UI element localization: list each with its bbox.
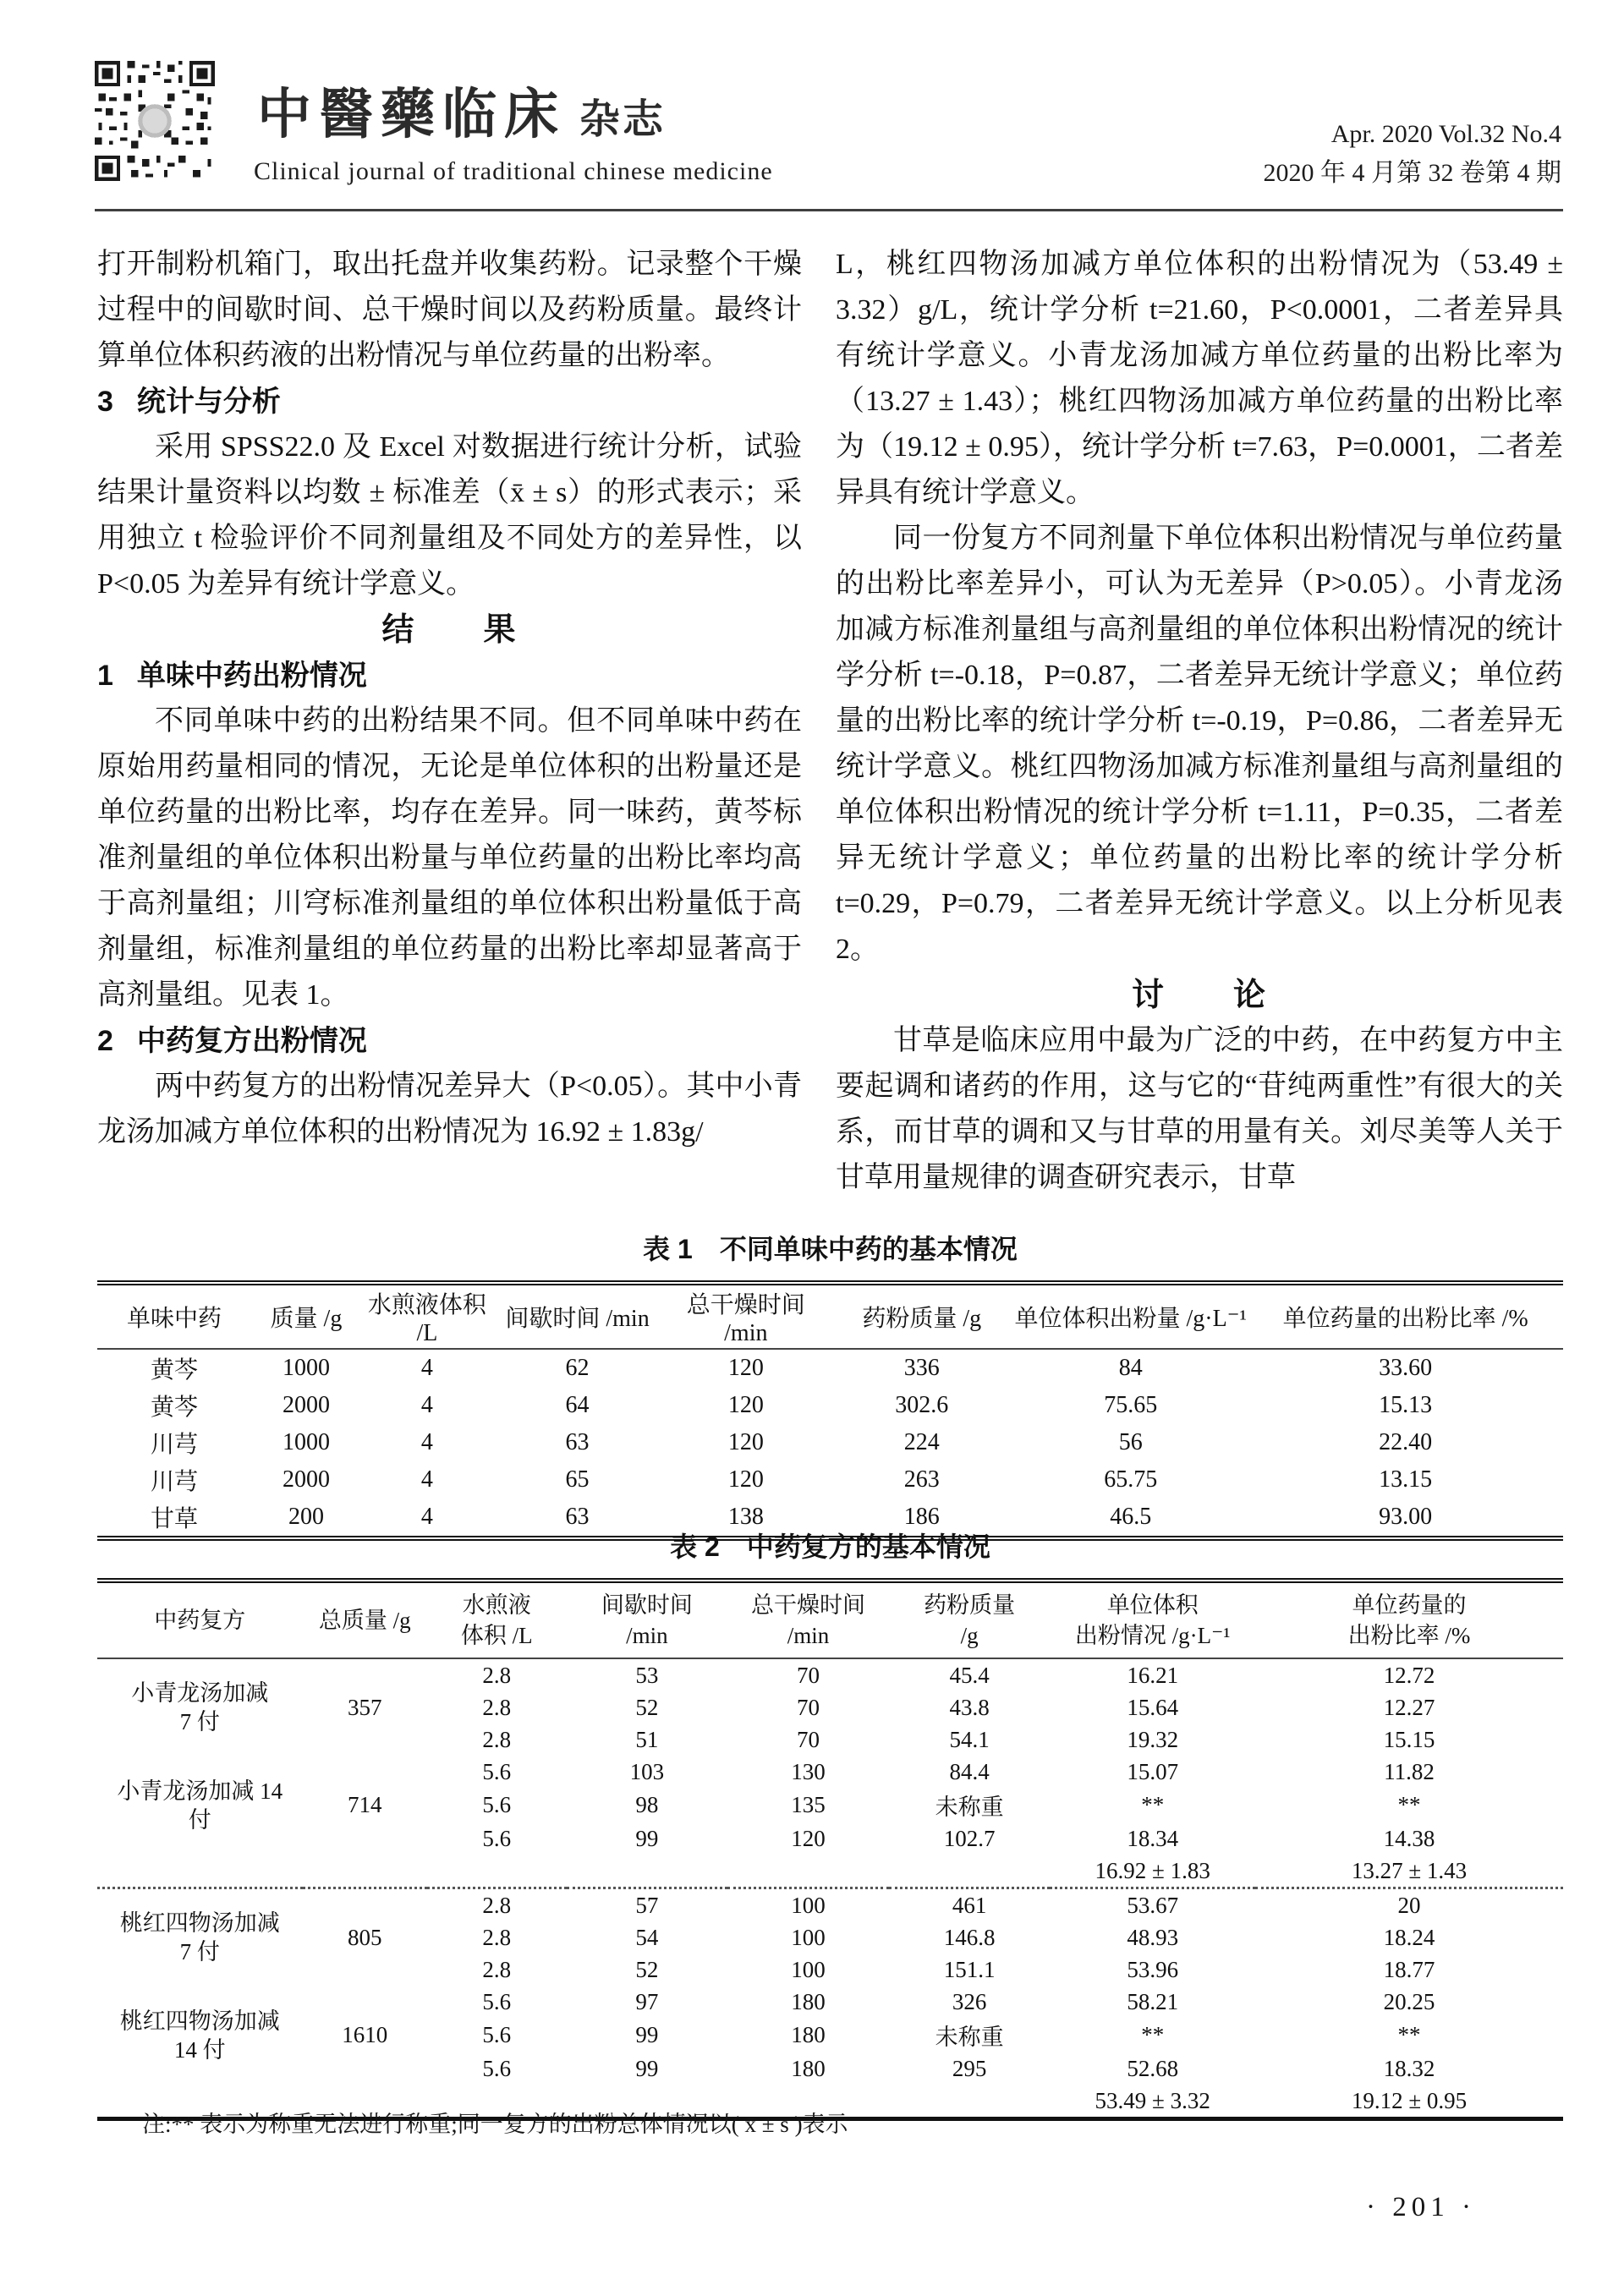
table1-title: 表 1 不同单味中药的基本情况 (643, 1234, 1018, 1264)
section-heading-single-herb (97, 653, 802, 699)
cell: 18.77 (1383, 1956, 1435, 1982)
cell: 65 (565, 1466, 590, 1493)
qr-code-icon (95, 61, 215, 181)
cell: 54.1 (949, 1726, 990, 1752)
table1 (97, 1280, 1563, 1541)
cell: 326 (952, 1988, 987, 2014)
body-paragraph: 同一份复方不同剂量下单位体积出粉情况与单位药量的出粉比率差异小，可认为无差异（P>0.05）。小青龙汤加减方标准剂量组与高剂量组的单位体积出粉情况的统计学分析 t=-0.18，P=0.87，二者差异无统计学意义；单位药量的出粉比率的统计学分析 t=-0.19，P=0.86，二者差异无统计学意义。桃红四物汤加减方标准剂量组与高剂量组的单位体积出粉情况的统计学分析 t=1.11，P=0.35，二者差异无统计学意义；单位药量的出粉比率的统计学分析 t=0.29，P=0.79，二者差异无统计学意义。以上分析见表 2。 (836, 523, 1563, 965)
cell: 33.60 (1379, 1355, 1433, 1381)
cell: 302.6 (895, 1392, 949, 1418)
cell: 5.6 (482, 1758, 512, 1784)
cell: 120 (727, 1466, 764, 1493)
cell: 138 (727, 1504, 764, 1530)
cell: ** (1141, 1792, 1165, 1817)
page-number: · 201 · (1366, 2192, 1476, 2222)
section-title: 统计与分析 (136, 386, 281, 418)
cell: 黄芩 (150, 1395, 198, 1421)
cell: 16.21 (1127, 1662, 1179, 1688)
table-row (97, 1349, 1563, 1387)
header-line: 间歇时间 (601, 1592, 693, 1618)
journal-title-en: Clinical journal of traditional chinese medicine (254, 157, 773, 185)
cell: 14.38 (1383, 1825, 1435, 1851)
column-header: 药粉质量 /g (830, 1283, 1013, 1349)
cell: 224 (903, 1429, 940, 1455)
header-line: 药粉质量 (924, 1592, 1016, 1618)
cell: 1000 (282, 1429, 330, 1455)
cell: 99 (635, 2055, 659, 2081)
section-heading-statistics (97, 379, 802, 425)
cell: 20 (1397, 1892, 1421, 1918)
body-paragraph: L，桃红四物汤加减方单位体积的出粉情况为（53.49 ± 3.32）g/L，统计学分析 t=21.60，P<0.0001，二者差异具有统计学意义。小青龙汤加减方单位药量的出粉比率为（13.27 ± 1.43）；桃红四物汤加减方单位药量的出粉比率为（19.12 ± 0.95），统计学分析 t=7.63，P=0.0001，二者差异具有统计学意义。 (836, 249, 1563, 508)
issue-line-zh: 2020 年 4 月第 32 卷第 4 期 (1263, 159, 1561, 187)
cell: 12.72 (1383, 1662, 1435, 1688)
cell: 4 (420, 1392, 433, 1418)
column-header: 间歇时间 /min (493, 1283, 661, 1349)
column-header: 单味中药 (97, 1283, 251, 1349)
cell: 18.32 (1383, 2055, 1435, 2081)
group-name-line: 小青龙汤加减 (131, 1680, 269, 1706)
cell: 120 (791, 1825, 826, 1851)
section-heading-compound (97, 1018, 802, 1064)
cell: 52.68 (1127, 2055, 1179, 2081)
cell: 100 (791, 1924, 826, 1950)
cell: 100 (791, 1956, 826, 1982)
cell: 120 (727, 1392, 764, 1418)
header-line: 单位药量的 (1352, 1592, 1467, 1618)
cell: 2000 (282, 1392, 330, 1418)
section-number: 3 (97, 386, 113, 418)
cell: 5.6 (482, 2055, 512, 2081)
cell: 56 (1118, 1429, 1143, 1455)
header-line: 总质量 /g (318, 1608, 411, 1633)
cell: 135 (791, 1792, 826, 1817)
cell: 53 (635, 1662, 659, 1688)
issue-line-en: Apr. 2020 Vol.32 No.4 (1330, 120, 1561, 148)
cell: 103 (629, 1758, 665, 1784)
cell: 75.65 (1104, 1392, 1158, 1418)
cell: 120 (727, 1429, 764, 1455)
cell (97, 1855, 1050, 1888)
group-total: 1610 (342, 2022, 388, 2047)
issue-info (1264, 115, 1562, 193)
cell: 黄芩 (150, 1357, 198, 1384)
cell: 43.8 (949, 1694, 990, 1720)
cell: 15.64 (1127, 1694, 1179, 1720)
group-name (97, 1889, 303, 1986)
cell: 180 (791, 2022, 826, 2047)
discussion-heading: 讨 论 (1131, 978, 1267, 1013)
column-header (1050, 1581, 1255, 1658)
table-footnote: 注:** 表示为称重无法进行称重;同一复方的出粉总体情况以( x̄ ± s )表示 (142, 2112, 848, 2137)
cell: 461 (952, 1892, 987, 1918)
cell: 62 (565, 1355, 590, 1381)
journal-title-main: 中醫藥临床 (257, 83, 566, 146)
cell: 57 (635, 1892, 659, 1918)
summary-ratio: 19.12 ± 0.95 (1351, 2087, 1468, 2113)
table-row (97, 1387, 1563, 1424)
body-paragraph: 两中药复方的出粉情况差异大（P<0.05）。其中小青龙汤加减方单位体积的出粉情况为 16.92 ± 1.83g/ (97, 1071, 802, 1148)
group-name-line: 桃红四物汤加减 (119, 2008, 280, 2034)
cell: 15.13 (1379, 1392, 1433, 1418)
header-line: /g (960, 1623, 979, 1648)
cell: 22.40 (1379, 1429, 1433, 1455)
cell: 151.1 (943, 1956, 996, 1982)
table-row (97, 1424, 1563, 1461)
cell: 263 (903, 1466, 940, 1493)
cell: 4 (420, 1504, 433, 1530)
cell: 18.24 (1383, 1924, 1435, 1950)
table-row (97, 1889, 1563, 1921)
table-row (97, 1461, 1563, 1499)
cell: 84 (1118, 1355, 1143, 1381)
group-total: 714 (348, 1792, 382, 1817)
table2-title: 表 2 中药复方的基本情况 (670, 1532, 990, 1562)
cell: 98 (635, 1792, 659, 1817)
cell: 84.4 (949, 1758, 990, 1784)
column-header: 单位药量的出粉比率 /% (1248, 1283, 1563, 1349)
group-name-line: 桃红四物汤加减 (119, 1910, 280, 1936)
section-number: 1 (97, 660, 113, 692)
body-paragraph: 不同单味中药的出粉结果不同。但不同单味中药在原始用药量相同的情况，无论是单位体积的出粉量还是单位药量的出粉比率，均存在差异。同一味药，黄芩标准剂量组的单位体积出粉量与单位药量的出粉比率均高于高剂量组；川穹标准剂量组的单位体积出粉量低于高剂量组，标准剂量组的单位药量的出粉比率却显著高于高剂量组。见表 1。 (97, 705, 802, 1011)
cell: 51 (635, 1726, 659, 1752)
group-name (97, 1658, 303, 1756)
cell: 180 (791, 2055, 826, 2081)
cell: 未称重 (935, 1795, 1004, 1820)
left-column (97, 242, 802, 1155)
cell: 45.4 (949, 1662, 990, 1688)
table-row (97, 1658, 1563, 1691)
cell: 97 (635, 1988, 659, 2014)
cell: 5.6 (482, 1792, 512, 1817)
summary-row (97, 1855, 1563, 1888)
cell: 58.21 (1127, 1988, 1179, 2014)
cell: 5.6 (482, 1825, 512, 1851)
cell: 54 (635, 1924, 659, 1950)
group-name-line: 7 付 (179, 1939, 220, 1964)
group-name (97, 1756, 303, 1855)
cell: 130 (791, 1758, 826, 1784)
cell: 2.8 (482, 1694, 512, 1720)
cell: 15.07 (1127, 1758, 1179, 1784)
header-rule (95, 209, 1563, 211)
header-line: /min (787, 1623, 830, 1648)
group-name (97, 1986, 303, 2085)
cell: 2.8 (482, 1924, 512, 1950)
group-total: 805 (348, 1924, 382, 1950)
section-number: 2 (97, 1025, 113, 1057)
cell: 4 (420, 1429, 433, 1455)
cell: 100 (791, 1892, 826, 1918)
section-title: 单味中药出粉情况 (136, 660, 367, 692)
table2-section (97, 1526, 1563, 2121)
section-title: 中药复方出粉情况 (136, 1025, 367, 1057)
group-name-line: 14 付 (173, 2036, 226, 2063)
cell: 4 (420, 1466, 433, 1493)
cell: 52 (635, 1956, 659, 1982)
cell: 18.34 (1127, 1825, 1179, 1851)
column-header (1255, 1581, 1563, 1658)
column-header: 水煎液体积 /L (361, 1283, 493, 1349)
column-header (303, 1581, 427, 1658)
cell: 2000 (282, 1466, 330, 1493)
cell: 4 (420, 1355, 433, 1381)
cell: 5.6 (482, 2022, 512, 2047)
cell: 53.96 (1127, 1956, 1179, 1982)
cell: 70 (796, 1694, 820, 1720)
cell: 19.32 (1127, 1726, 1179, 1752)
cell: 2.8 (482, 1726, 512, 1752)
group-name-line: 付 (188, 1806, 211, 1833)
group-name-line: 7 付 (179, 1709, 220, 1734)
cell: 99 (635, 2022, 659, 2047)
body-paragraph: 采用 SPSS22.0 及 Excel 对数据进行统计分析，试验结果计量资料以均数 ± 标准差（x̄ ± s）的形式表示；采用独立 t 检验评价不同剂量组及不同处方的差异性，以 P<0.05 为差异有统计学意义。 (97, 431, 802, 600)
cell: 川芎 (150, 1469, 198, 1495)
cell: 186 (903, 1504, 940, 1530)
table1-section (97, 1228, 1563, 1541)
cell: 46.5 (1110, 1504, 1152, 1530)
cell: 70 (796, 1662, 820, 1688)
column-header (889, 1581, 1051, 1658)
summary-volume: 16.92 ± 1.83 (1095, 1857, 1210, 1883)
cell: ** (1141, 2022, 1165, 2047)
cell: 120 (727, 1355, 764, 1381)
column-header (97, 1581, 303, 1658)
column-header (727, 1581, 889, 1658)
cell: 63 (565, 1429, 590, 1455)
cell: 12.27 (1383, 1694, 1435, 1720)
cell: 15.15 (1383, 1726, 1435, 1752)
cell: 102.7 (943, 1825, 996, 1851)
cell: 65.75 (1104, 1466, 1158, 1493)
body-paragraph: 打开制粉机箱门，取出托盘并收集药粉。记录整个干燥过程中的间歇时间、总干燥时间以及药粉质量。最终计算单位体积药液的出粉情况与单位药量的出粉率。 (97, 249, 802, 371)
cell: 11.82 (1384, 1758, 1435, 1784)
table2 (97, 1578, 1563, 2121)
cell: 2.8 (482, 1662, 512, 1688)
cell: 川芎 (150, 1432, 198, 1458)
results-heading: 结 果 (381, 612, 518, 648)
cell: 200 (288, 1504, 324, 1530)
table1-header-row (97, 1283, 1563, 1349)
cell: 20.25 (1383, 1988, 1435, 2014)
header-line: 体积 /L (460, 1623, 533, 1648)
cell: 甘草 (150, 1506, 198, 1532)
cell: 2.8 (482, 1956, 512, 1982)
right-column (836, 242, 1563, 1201)
cell: 2.8 (482, 1892, 512, 1918)
column-header (567, 1581, 728, 1658)
qr-code-graphic (95, 61, 215, 181)
table-row (97, 1756, 1563, 1788)
column-header: 总干燥时间 /min (661, 1283, 830, 1349)
group-total: 357 (348, 1694, 382, 1720)
cell: 336 (903, 1355, 940, 1381)
cell: 未称重 (935, 2025, 1004, 2050)
summary-volume: 53.49 ± 3.32 (1095, 2087, 1210, 2113)
cell: 63 (565, 1504, 590, 1530)
summary-ratio: 13.27 ± 1.43 (1351, 1857, 1468, 1883)
header-line: 出粉情况 /g·L⁻¹ (1074, 1623, 1231, 1648)
column-header: 单位体积出粉量 /g·L⁻¹ (1013, 1283, 1248, 1349)
header-line: 单位体积 (1106, 1592, 1199, 1618)
header-line: 水煎液 (462, 1592, 531, 1618)
table2-header-row (97, 1581, 1563, 1658)
header-line: 总干燥时间 (750, 1592, 865, 1618)
header-line: 中药复方 (154, 1608, 246, 1633)
cell: 13.15 (1379, 1466, 1433, 1493)
cell: 5.6 (482, 1988, 512, 2014)
header-line: 出粉比率 /% (1347, 1623, 1471, 1648)
cell: 53.67 (1127, 1892, 1179, 1918)
cell: 52 (635, 1694, 659, 1720)
column-header (427, 1581, 567, 1658)
cell: 48.93 (1127, 1924, 1179, 1950)
header-line: /min (626, 1623, 668, 1648)
cell: ** (1397, 2022, 1421, 2047)
cell: 93.00 (1379, 1504, 1433, 1530)
cell: 295 (952, 2055, 987, 2081)
journal-title-suffix: 杂志 (579, 96, 667, 143)
cell: 64 (565, 1392, 590, 1418)
table-row (97, 1986, 1563, 2018)
cell: 1000 (282, 1355, 330, 1381)
cell: 99 (635, 1825, 659, 1851)
cell: 180 (791, 1988, 826, 2014)
body-paragraph: 甘草是临床应用中最为广泛的中药，在中药复方中主要起调和诸药的作用，这与它的“苷纯两重性”有很大的关系，而甘草的调和又与甘草的用量有关。刘尽美等人关于甘草用量规律的调查研究表示，甘草 (836, 1025, 1563, 1193)
column-header: 质量 /g (251, 1283, 361, 1349)
cell: 146.8 (943, 1924, 996, 1950)
group-name-line: 小青龙汤加减 14 (117, 1778, 283, 1804)
cell: 70 (796, 1726, 820, 1752)
journal-title-zh (257, 71, 666, 149)
cell: ** (1397, 1792, 1421, 1817)
